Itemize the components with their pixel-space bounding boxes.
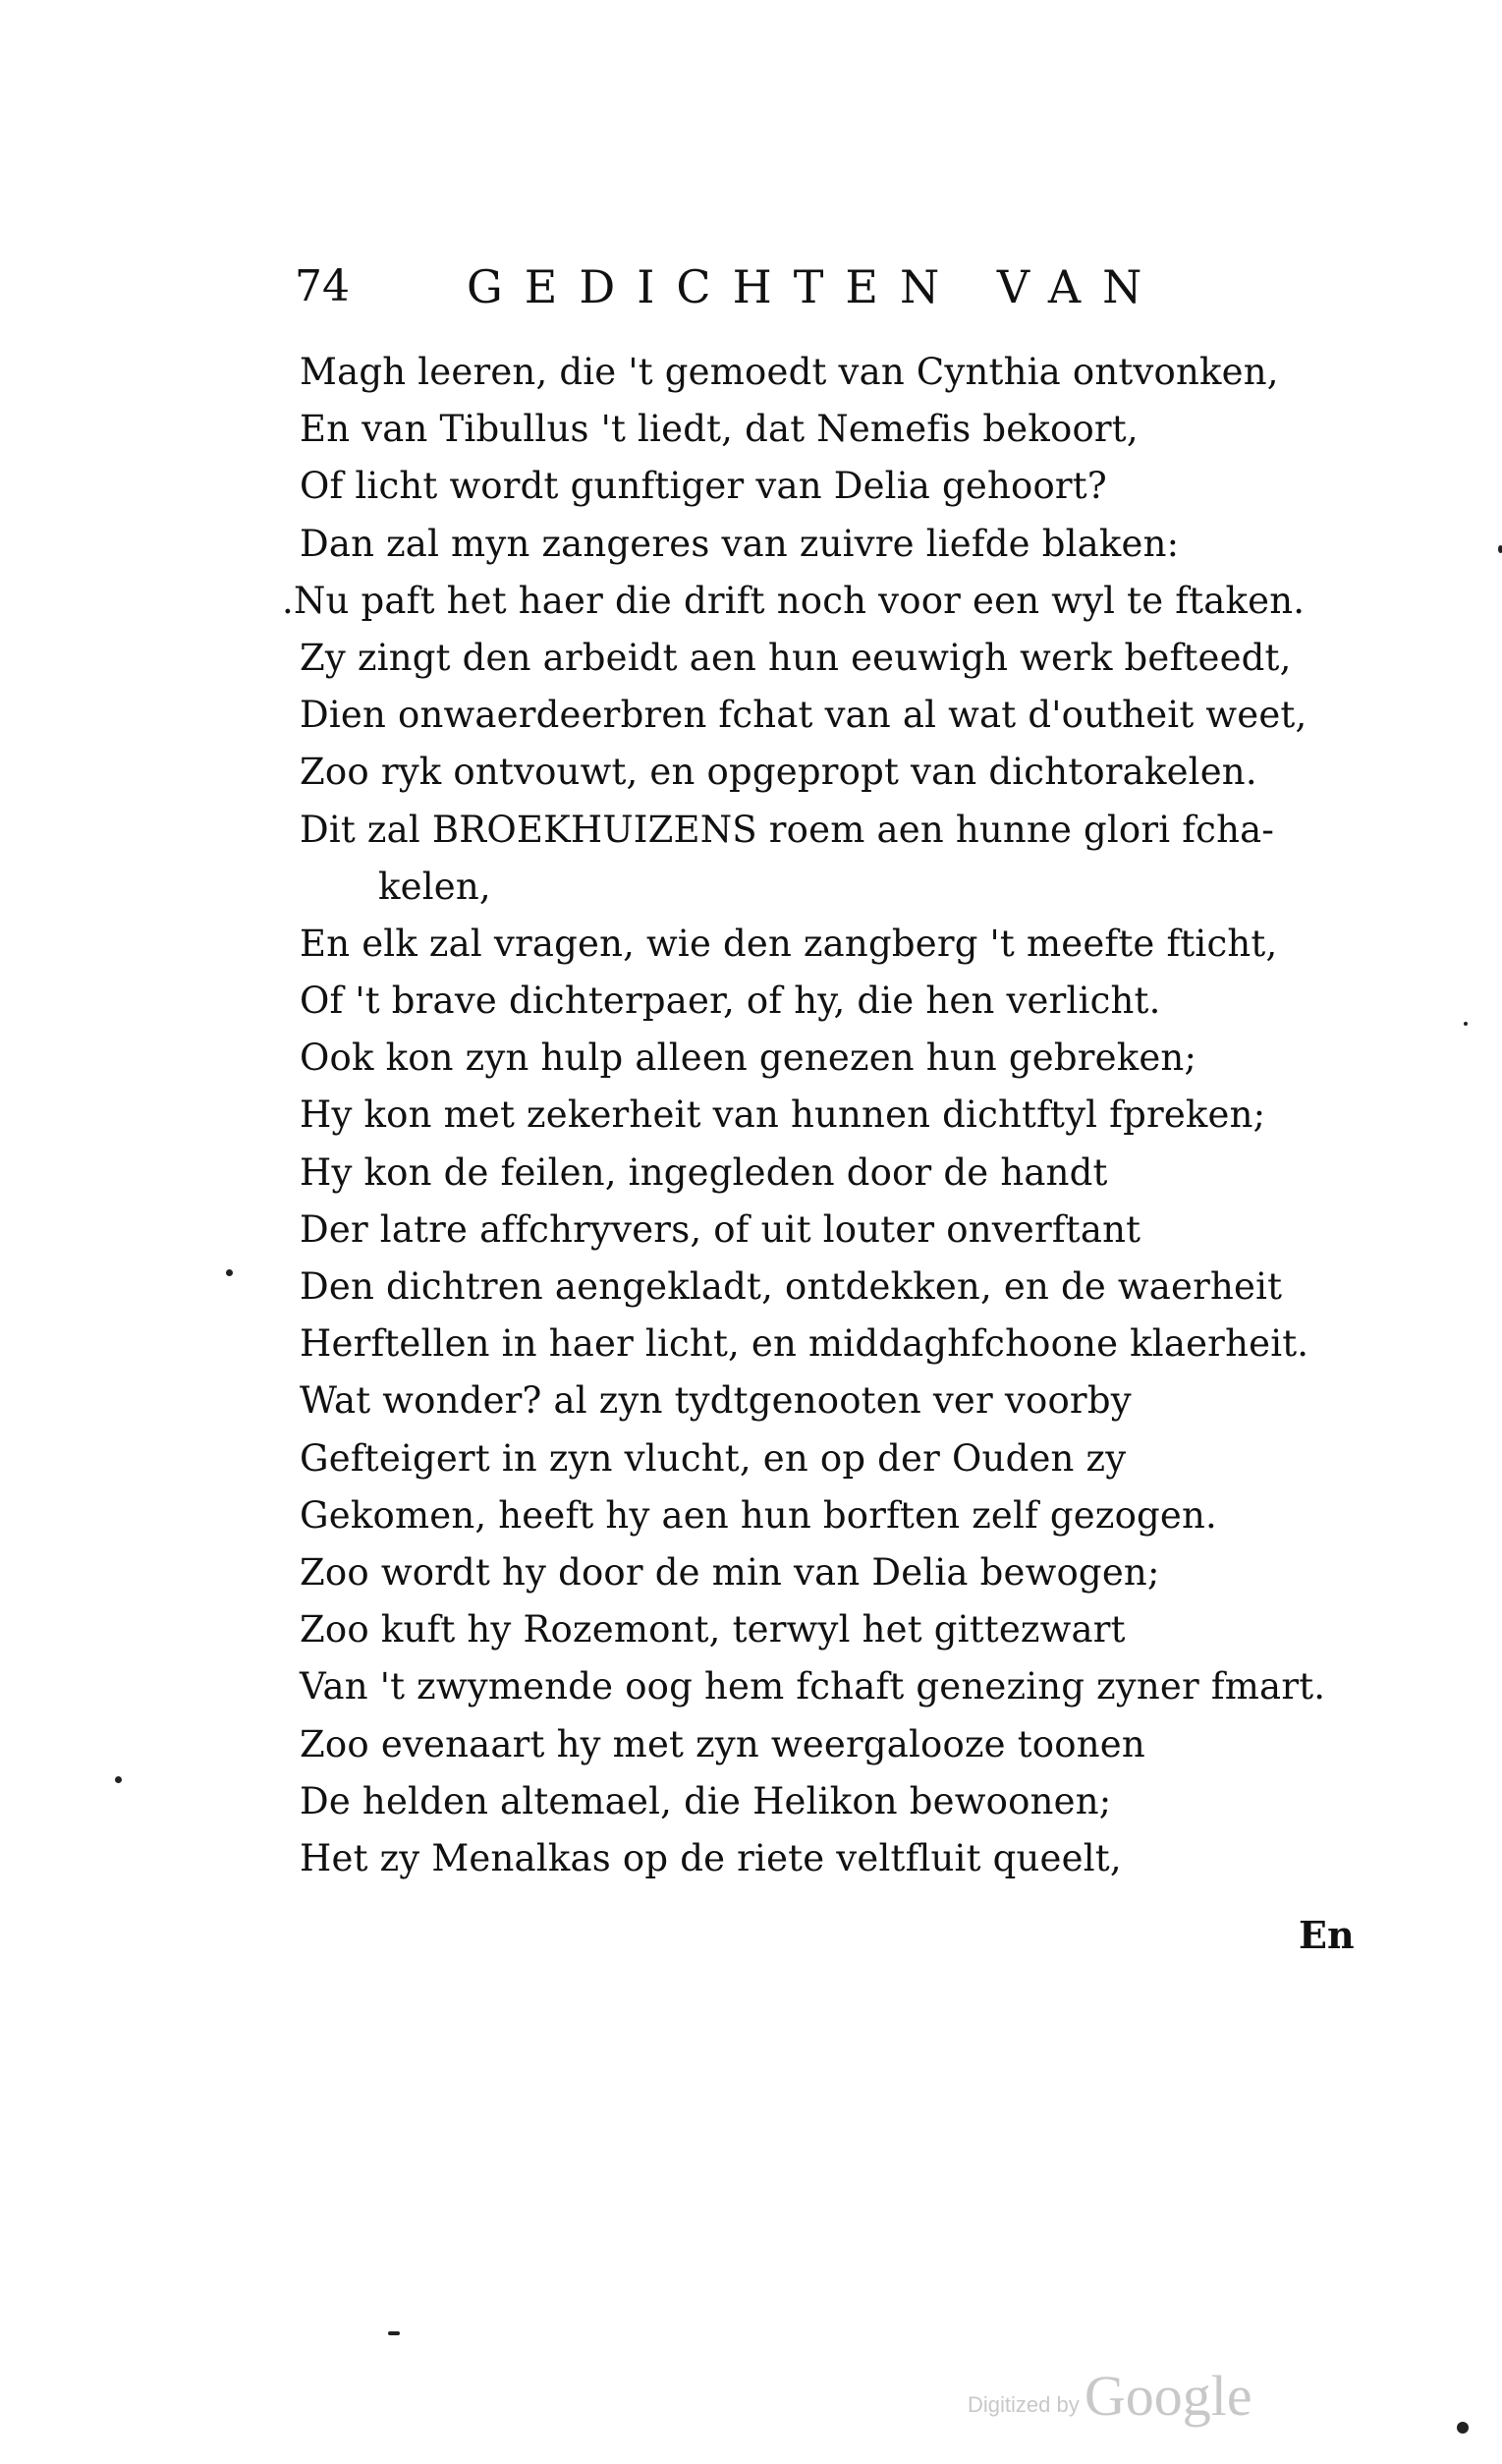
poem-line: Den dichtren aengekladt, ontdekken, en de waerheit <box>300 1265 1283 1308</box>
poem-line: .Nu paft het haer die drift noch voor een wyl te ftaken. <box>282 579 1306 622</box>
poem-line: Zoo evenaart hy met zyn weergalooze toonen <box>300 1722 1145 1765</box>
scan-speck <box>1457 2422 1469 2434</box>
poem-line: Hy kon met zekerheit van hunnen dichtftyl fpreken; <box>300 1093 1266 1137</box>
watermark-prefix: Digitized by <box>968 2391 1080 2417</box>
poem-line: Zoo kuft hy Rozemont, terwyl het gittezwart <box>300 1608 1126 1652</box>
poem-line: Dit zal BROEKHUIZENS roem aen hunne glori fcha- <box>300 808 1275 851</box>
poem-line: Of licht wordt gunftiger van Delia gehoort? <box>300 465 1107 508</box>
poem-line: Of 't brave dichterpaer, of hy, die hen verlicht. <box>300 980 1161 1023</box>
poem-line: Zoo ryk ontvouwt, en opgepropt van dichtorakelen. <box>300 751 1257 794</box>
poem-line: Zy zingt den arbeidt aen hun eeuwigh werk befteedt, <box>300 636 1292 679</box>
poem-line: Hy kon de feilen, ingegleden door de handt <box>300 1150 1108 1194</box>
running-title: GEDICHTEN VAN <box>467 260 1164 313</box>
poem-line: De helden altemael, die Helikon bewoonen; <box>300 1779 1112 1822</box>
poem-text <box>282 344 1380 1887</box>
scan-speck <box>1498 545 1502 553</box>
poem-line-continuation: kelen, <box>378 865 491 908</box>
poem-line: En van Tibullus 't liedt, dat Nemefis bekoort, <box>300 408 1139 451</box>
page-header <box>295 257 1208 326</box>
poem-line: Magh leeren, die 't gemoedt van Cynthia ontvonken, <box>300 351 1279 393</box>
poem-line: Dan zal myn zangeres van zuivre liefde blaken: <box>300 522 1180 565</box>
google-logo: Google <box>1084 2364 1252 2428</box>
page-number: 74 <box>295 261 350 311</box>
scan-speck <box>226 1269 233 1276</box>
poem-line: Ook kon zyn hulp alleen genezen hun gebreken; <box>300 1036 1197 1080</box>
scan-speck <box>115 1776 122 1783</box>
poem-line: Dien onwaerdeerbren fchat van al wat d'outheit weet, <box>300 694 1307 737</box>
poem-line: Gefteigert in zyn vlucht, en op der Ouden zy <box>300 1436 1127 1480</box>
poem-line: Wat wonder? al zyn tydtgenooten ver voorby <box>300 1379 1132 1423</box>
digitized-by-google-watermark <box>968 2363 1252 2432</box>
scan-speck <box>1464 1022 1468 1026</box>
poem-line: Herftellen in haer licht, en middaghfchoone klaerheit. <box>300 1322 1309 1366</box>
poem-line: Van 't zwymende oog hem fchaft genezing zyner fmart. <box>300 1665 1326 1708</box>
poem-line: Het zy Menalkas op de riete veltfluit queelt, <box>300 1836 1122 1879</box>
poem-line: Gekomen, heeft hy aen hun borften zelf gezogen. <box>300 1493 1218 1537</box>
scan-speck <box>388 2331 400 2335</box>
poem-line: Zoo wordt hy door de min van Delia bewogen; <box>300 1550 1160 1594</box>
poem-line: Der latre affchryvers, of uit louter onverftant <box>300 1207 1141 1251</box>
poem-line: En elk zal vragen, wie den zangberg 't meefte fticht, <box>300 922 1278 965</box>
catchword: En <box>1299 1913 1355 1957</box>
